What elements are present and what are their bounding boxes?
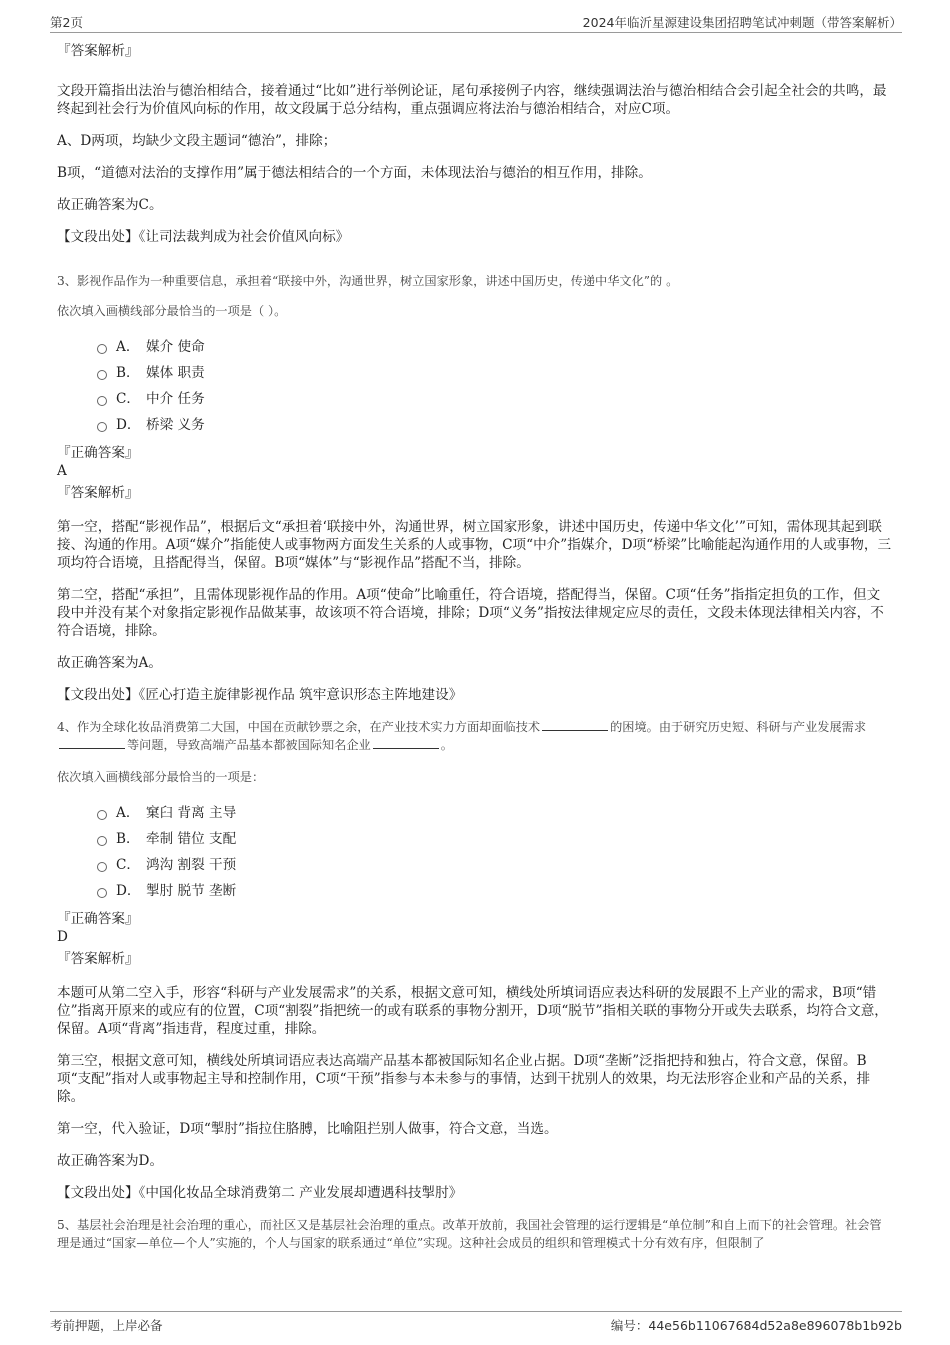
question-stem: 4、作为全球化妆品消费第二大国，中国在贡献钞票之余，在产业技术实力方面却面临技术 的困境。由于研究历史短、科研与产业发展需求等问题，导致高端产品基本都被国际知名企业 。 [57,720,867,752]
option-d[interactable] [97,878,893,904]
option-letter: B． [116,831,140,847]
document-body [57,42,893,1252]
fill-blank [373,736,439,749]
option-letter: C． [116,857,140,873]
document-title: 2024年临沂星源建设集团招聘笔试冲刺题（带答案解析） [582,15,902,30]
document-id: 编号：44e56b11067684d52a8e896078b1b92b [610,1318,902,1333]
option-letter: D． [116,417,141,433]
radio-icon[interactable] [97,862,107,872]
option-b[interactable] [97,360,893,386]
option-text: 鸿沟 割裂 干预 [146,857,237,873]
option-list [97,800,893,904]
option-c[interactable] [97,386,893,412]
question-prompt: 依次填入画横线部分最恰当的一项是： [57,770,265,784]
option-a[interactable] [97,800,893,826]
page-header [50,10,902,33]
fill-blank [542,718,608,731]
source-citation: 【文段出处】《匠心打造主旋律影视作品 筑牢意识形态主阵地建设》 [57,687,463,703]
radio-icon[interactable] [97,370,107,380]
option-a[interactable] [97,334,893,360]
analysis-paragraph: A、D两项，均缺少文段主题词“德治”，排除； [57,133,337,149]
analysis-paragraph: 第一空，代入验证，D项“掣肘”指拉住胳膊，比喻阻拦别人做事，符合文意，当选。 [57,1121,558,1137]
question-stem: 5、基层社会治理是社会治理的重心，而社区又是基层社会治理的重点。改革开放前，我国社会管理的运行逻辑是“单位制”和自上而下的社会管理。社会管理是通过“国家—单位—个人”实施的，个人与国家的联系通过“单位”实现。这种社会成员的组织和管理模式十分有效有序，但限制了 [57,1218,882,1250]
analysis-paragraph: 第二空，搭配“承担”，且需体现影视作品的作用。A项“使命”比喻重任，符合语境，搭配得当，保留。C项“任务”指指定担负的工作，但文段中并没有某个对象指定影视作品做某事，故该项不符合语境，排除；D项“义务”指按法律规定应尽的责任，文段未体现法律相关内容，不符合语境，排除。 [57,587,884,639]
option-text: 媒介 使命 [146,339,205,355]
option-text: 掣肘 脱节 垄断 [146,883,237,899]
analysis-paragraph: B项，“道德对法治的支撑作用”属于德法相结合的一个方面，未体现法治与德治的相互作用，排除。 [57,165,652,181]
question-stem: 3、影视作品作为一种重要信息，承担着“联接中外，沟通世界，树立国家形象，讲述中国历史，传递中华文化”的 。 [57,274,679,288]
option-text: 中介 任务 [146,391,205,407]
page-number: 第2页 [50,15,83,30]
radio-icon[interactable] [97,836,107,846]
radio-icon[interactable] [97,396,107,406]
footer-slogan: 考前押题，上岸必备 [50,1318,163,1333]
radio-icon[interactable] [97,422,107,432]
analysis-label: 『答案解析』 [57,485,139,501]
option-list [97,334,893,438]
fill-blank [59,736,125,749]
correct-answer-label: 『正确答案』 [57,911,139,927]
option-letter: C． [116,391,140,407]
option-text: 窠臼 背离 主导 [146,805,237,821]
option-d[interactable] [97,412,893,438]
analysis-label: 『答案解析』 [57,951,139,967]
option-b[interactable] [97,826,893,852]
option-letter: B． [116,365,140,381]
correct-answer: A [57,463,67,479]
answer-conclusion: 故正确答案为A。 [57,655,162,671]
option-letter: A． [116,339,140,355]
option-letter: D． [116,883,141,899]
option-text: 桥梁 义务 [146,417,205,433]
source-citation: 【文段出处】《中国化妆品全球消费第二 产业发展却遭遇科技掣肘》 [57,1185,463,1201]
page-footer [50,1311,902,1336]
question-prompt: 依次填入画横线部分最恰当的一项是（ ）。 [57,304,287,318]
radio-icon[interactable] [97,810,107,820]
source-citation: 【文段出处】《让司法裁判成为社会价值风向标》 [57,229,350,245]
analysis-label: 『答案解析』 [57,43,139,59]
correct-answer-label: 『正确答案』 [57,445,139,461]
analysis-paragraph: 第一空，搭配“影视作品”，根据后文“承担着‘联接中外，沟通世界，树立国家形象，讲述中国历史，传递中华文化’”可知，需体现其起到联接、沟通的作用。A项“媒介”指能使人或事物两方面发生关系的人或事物，C项“中介”指媒介，D项“桥梁”比喻能起沟通作用的人或事物，三项均符合语境，且搭配得当，保留。B项“媒体”与“影视作品”搭配不当，排除。 [57,519,892,571]
radio-icon[interactable] [97,344,107,354]
option-text: 牵制 错位 支配 [146,831,237,847]
answer-conclusion: 故正确答案为D。 [57,1153,164,1169]
analysis-paragraph: 本题可从第二空入手，形容“科研与产业发展需求”的关系，根据文意可知，横线处所填词语应表达科研的发展跟不上产业的需求，B项“错位”指离开原来的或应有的位置，C项“割裂”指把统一的或有联系的事物分割开，D项“脱节”指相关联的事物分开或失去联系，均符合文意，保留。A项“背离”指违背，程度过重，排除。 [57,985,888,1037]
analysis-paragraph: 文段开篇指出法治与德治相结合，接着通过“比如”进行举例论证，尾句承接例子内容，继续强调法治与德治相结合会引起全社会的共鸣，最终起到社会行为价值风向标的作用，故文段属于总分结构，重点强调应将法治与德治相结合，对应C项。 [57,83,887,117]
option-letter: A． [116,805,140,821]
option-c[interactable] [97,852,893,878]
analysis-paragraph: 第三空，根据文意可知，横线处所填词语应表达高端产品基本都被国际知名企业占据。D项“垄断”泛指把持和独占，符合文意，保留。B项“支配”指对人或事物起主导和控制作用，C项“干预”指参与本未参与的事情，达到干扰别人的效果，均无法形容企业和产品的关系，排除。 [57,1053,871,1105]
correct-answer: D [57,929,68,945]
radio-icon[interactable] [97,888,107,898]
answer-conclusion: 故正确答案为C。 [57,197,163,213]
option-text: 媒体 职责 [146,365,205,381]
